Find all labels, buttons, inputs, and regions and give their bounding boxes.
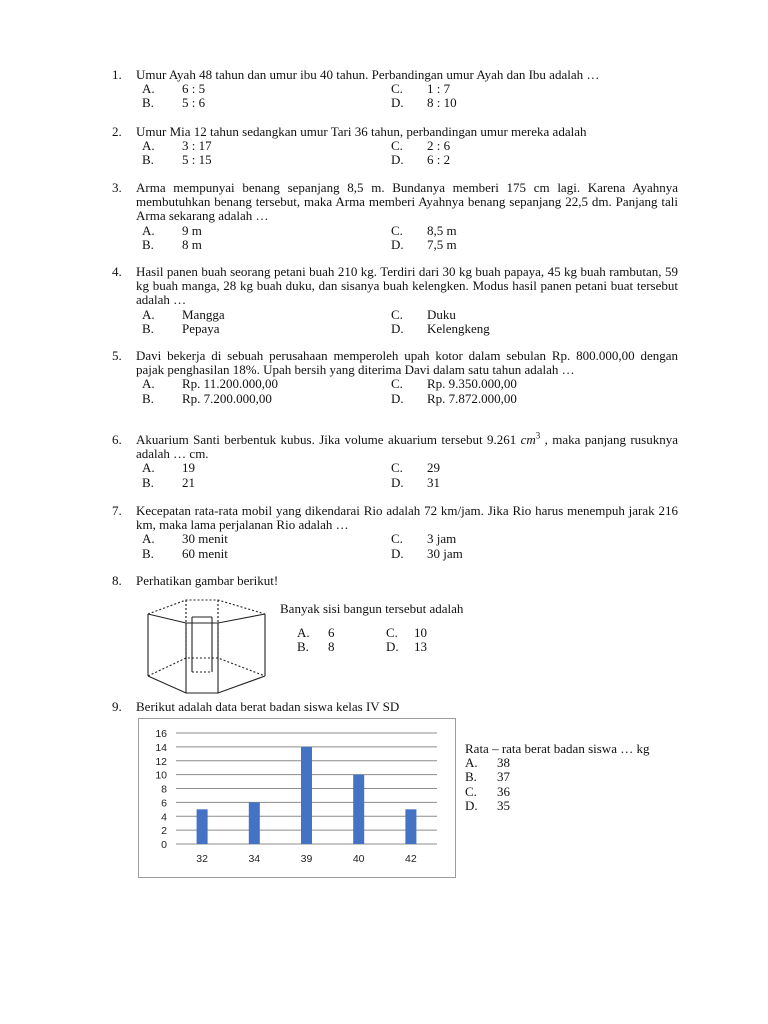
bar-32 <box>197 809 208 844</box>
top-back-edge <box>148 600 265 614</box>
option-b-label: B. <box>142 152 154 168</box>
option-c-value: 36 <box>497 783 510 799</box>
question-text: Umur Ayah 48 tahun dan umur ibu 40 tahun. Perbandingan umur Ayah dan Ibu adalah … <box>136 67 600 82</box>
bar-40 <box>353 775 364 844</box>
option-b-value: 60 menit <box>182 545 228 561</box>
option-d-label: D. <box>391 95 404 111</box>
question-text: Arma mempunyai benang sepanjang 8,5 m. Bundanya memberi 175 cm lagi. Karena Ayahnya membutuhkan benang tersebut, maka Arma memberi Ayahnya benang sepanjang 22,5 dm. Panjang tali Arma sekarang adalah … <box>136 180 678 224</box>
option-a-value: 38 <box>497 755 510 770</box>
option-a-value: 6 : 5 <box>182 81 206 97</box>
question-text: Umur Mia 12 tahun sedangkan umur Tari 36 tahun, perbandingan umur mereka adalah <box>136 124 587 139</box>
option-c-value: 8,5 m <box>427 222 457 238</box>
option-b-label: B. <box>465 769 477 785</box>
option-c-label: C. <box>465 783 477 799</box>
option-b-label: B. <box>142 390 154 406</box>
question-number: 9. <box>112 699 122 714</box>
bar-34 <box>249 802 260 844</box>
option-c-value: 2 : 6 <box>427 138 451 154</box>
option-a-label: A. <box>142 222 155 238</box>
option-d-label: D. <box>391 320 404 336</box>
q8-options <box>297 626 477 656</box>
option-a-value: 19 <box>182 460 195 476</box>
options <box>142 82 678 110</box>
option-c-value: 10 <box>414 625 427 640</box>
question-number: 5. <box>112 348 122 363</box>
question-3 <box>112 181 678 252</box>
option-b-value: 8 m <box>182 236 202 252</box>
y-tick-label: 8 <box>161 783 167 796</box>
option-a-label: A. <box>142 376 155 392</box>
option-c-value: 3 jam <box>427 531 457 547</box>
weight-chart-frame <box>138 718 456 878</box>
weight-bar-chart <box>139 719 455 877</box>
options <box>142 461 678 489</box>
option-d-value: 31 <box>427 474 440 490</box>
option-b-value: 5 : 15 <box>182 152 212 168</box>
question-5 <box>112 349 678 406</box>
q9-options <box>465 756 555 816</box>
options <box>142 224 678 252</box>
question-number: 1. <box>112 67 122 82</box>
option-c-label: C. <box>391 531 403 547</box>
option-d-value: 13 <box>414 639 427 655</box>
option-b-value: 21 <box>182 474 195 490</box>
question-6 <box>112 430 679 490</box>
option-a-label: A. <box>142 531 155 547</box>
question-number: 2. <box>112 124 122 139</box>
option-c-label: C. <box>391 460 403 476</box>
y-tick-label: 10 <box>155 769 167 782</box>
x-tick-label: 39 <box>300 853 313 865</box>
question-number: 7. <box>112 503 122 518</box>
option-d-label: D. <box>391 390 404 406</box>
question-text: Davi bekerja di sebuah perusahaan memperoleh upah kotor dalam sebulan Rp. 800.000,00 dengan pajak penghasilan 18%. Upah bersih yang diterima Davi dalam satu tahun adalah … <box>136 348 678 378</box>
option-b-label: B. <box>142 474 154 490</box>
question-text: Hasil panen buah seorang petani buah 210 kg. Terdiri dari 30 kg buah papaya, 45 kg buah rambutan, 59 kg buah manga, 28 kg buah duku, dan sisanya buah kelengken. Modus hasil panen petani buat tersebut adalah … <box>136 264 678 308</box>
question-text: Akuarium Santi berbentuk kubus. Jika volume akuarium tersebut 9.261 $cm^3$ , maka panjang rusuknya adalah … cm. <box>136 430 679 462</box>
option-a-value: Mangga <box>182 306 225 322</box>
options <box>142 377 678 405</box>
top-front-edge <box>148 614 265 623</box>
x-tick-label: 32 <box>196 853 208 865</box>
option-a-label: A. <box>465 755 478 770</box>
question-1 <box>112 68 678 111</box>
question-number: 6. <box>112 432 122 447</box>
question-7 <box>112 504 678 561</box>
y-tick-label: 2 <box>161 825 167 838</box>
option-d-value: 8 : 10 <box>427 95 457 111</box>
option-b-label: B. <box>142 95 154 111</box>
question-number: 4. <box>112 264 122 279</box>
options <box>142 308 678 336</box>
question-text: Kecepatan rata-rata mobil yang dikendarai Rio adalah 72 km/jam. Jika Rio harus menempuh jarak 216 km, maka lama perjalanan Rio adalah … <box>136 503 678 533</box>
option-b-label: B. <box>142 320 154 336</box>
options <box>142 139 678 167</box>
y-tick-label: 6 <box>161 797 167 810</box>
y-tick-label: 0 <box>161 839 167 851</box>
option-c-label: C. <box>391 222 403 238</box>
q8-side-question: Banyak sisi bangun tersebut adalah <box>280 601 464 616</box>
y-tick-label: 4 <box>161 811 167 824</box>
option-c-label: C. <box>391 306 403 322</box>
question-2 <box>112 125 678 168</box>
option-c-value: Duku <box>427 306 456 322</box>
option-b-value: Rp. 7.200.000,00 <box>182 390 272 406</box>
q9-side-question: Rata – rata berat badan siswa … kg <box>465 741 650 756</box>
option-d-value: Rp. 7.872.000,00 <box>427 390 517 406</box>
option-d-label: D. <box>391 236 404 252</box>
option-d-value: 6 : 2 <box>427 152 451 168</box>
option-c-value: 29 <box>427 460 440 476</box>
option-a-value: 6 <box>328 625 335 640</box>
question-number: 3. <box>112 180 122 195</box>
option-b-label: B. <box>142 236 154 252</box>
option-d-value: 35 <box>497 798 510 814</box>
bar-39 <box>301 747 312 844</box>
option-d-value: 30 jam <box>427 545 463 561</box>
option-d-value: Kelengkeng <box>427 320 490 336</box>
question-text: Perhatikan gambar berikut! <box>136 573 279 588</box>
y-tick-label: 16 <box>155 728 167 740</box>
question-8 <box>112 574 678 588</box>
y-tick-label: 12 <box>155 755 167 768</box>
option-b-value: 37 <box>497 769 510 785</box>
option-d-label: D. <box>391 474 404 490</box>
option-c-label: C. <box>391 376 403 392</box>
options <box>142 532 678 560</box>
option-b-value: 8 <box>328 639 335 655</box>
option-d-value: 7,5 m <box>427 236 457 252</box>
option-c-value: 1 : 7 <box>427 81 451 97</box>
x-tick-label: 34 <box>248 853 261 865</box>
option-a-value: Rp. 11.200.000,00 <box>182 376 278 392</box>
option-d-label: D. <box>391 152 404 168</box>
y-tick-label: 14 <box>155 741 167 754</box>
option-c-label: C. <box>391 81 403 97</box>
option-a-value: 30 menit <box>182 531 228 547</box>
option-c-label: C. <box>386 625 398 640</box>
option-a-value: 9 m <box>182 222 202 238</box>
option-d-label: D. <box>386 639 399 655</box>
option-c-label: C. <box>391 138 403 154</box>
option-a-label: A. <box>142 138 155 154</box>
question-number: 8. <box>112 573 122 588</box>
option-a-label: A. <box>142 81 155 97</box>
option-b-value: Pepaya <box>182 320 220 336</box>
option-a-label: A. <box>297 625 310 640</box>
question-9 <box>112 700 678 714</box>
option-d-label: D. <box>391 545 404 561</box>
option-d-label: D. <box>465 798 478 814</box>
option-a-label: A. <box>142 306 155 322</box>
question-4 <box>112 265 678 336</box>
x-tick-label: 40 <box>352 853 365 865</box>
option-a-label: A. <box>142 460 155 476</box>
option-c-value: Rp. 9.350.000,00 <box>427 376 517 392</box>
option-a-value: 3 : 17 <box>182 138 212 154</box>
question-text: Berikut adalah data berat badan siswa kelas IV SD <box>136 699 400 714</box>
option-b-label: B. <box>297 639 309 655</box>
option-b-label: B. <box>142 545 154 561</box>
option-b-value: 5 : 6 <box>182 95 206 111</box>
bar-42 <box>405 809 416 844</box>
x-tick-label: 42 <box>405 853 417 865</box>
prism-figure <box>144 596 270 694</box>
